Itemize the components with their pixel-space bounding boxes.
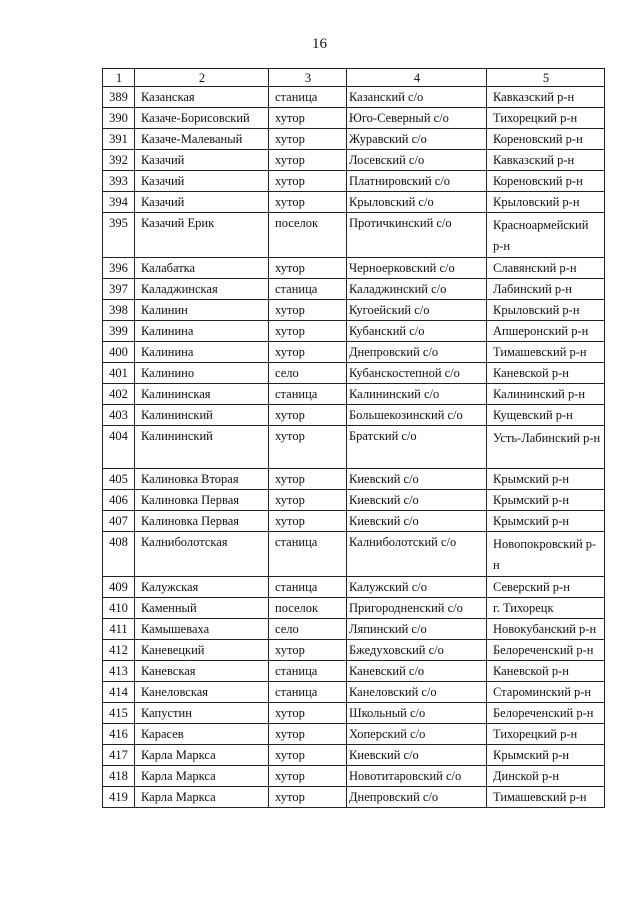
row-number-cell: 395 [103,213,135,258]
settlement-type-cell: хутор [269,426,347,469]
settlement-name-cell: Каневецкий [135,640,269,661]
settlement-name-cell: Карла Маркса [135,787,269,808]
rural-council-cell: Крыловский с/о [347,192,487,213]
rural-council-cell: Киевский с/о [347,469,487,490]
settlement-name-cell: Каменный [135,598,269,619]
row-number-cell: 389 [103,87,135,108]
settlement-type-cell: станица [269,532,347,577]
table-row [103,108,605,129]
district-cell: Крыловский р-н [487,300,605,321]
settlement-type-cell: хутор [269,258,347,279]
row-number-cell: 398 [103,300,135,321]
settlement-type-cell: хутор [269,787,347,808]
district-cell: Крымский р-н [487,745,605,766]
settlement-type-cell: хутор [269,321,347,342]
settlement-name-cell: Калиновка Первая [135,490,269,511]
rural-council-cell: Днепровский с/о [347,787,487,808]
row-number-cell: 396 [103,258,135,279]
settlement-name-cell: Карла Маркса [135,766,269,787]
settlement-name-cell: Калининская [135,384,269,405]
table-row [103,724,605,745]
settlement-name-cell: Калиновка Вторая [135,469,269,490]
settlement-type-cell: хутор [269,171,347,192]
settlement-name-cell: Казачий [135,192,269,213]
table-row [103,766,605,787]
row-number-cell: 391 [103,129,135,150]
district-cell: Калининский р-н [487,384,605,405]
table-row [103,511,605,532]
district-cell: Крымский р-н [487,511,605,532]
table-row [103,321,605,342]
rural-council-cell: Бжедуховский с/о [347,640,487,661]
rural-council-cell: Юго-Северный с/о [347,108,487,129]
row-number-cell: 392 [103,150,135,171]
settlement-type-cell: хутор [269,724,347,745]
row-number-cell: 400 [103,342,135,363]
row-number-cell: 417 [103,745,135,766]
table-row [103,703,605,724]
row-number-cell: 405 [103,469,135,490]
settlement-type-cell: хутор [269,469,347,490]
settlement-name-cell: Калинина [135,321,269,342]
table-row [103,342,605,363]
settlement-type-cell: хутор [269,766,347,787]
rural-council-cell: Кугоейский с/о [347,300,487,321]
district-cell: Кавказский р-н [487,87,605,108]
table-row [103,745,605,766]
settlement-type-cell: станица [269,87,347,108]
rural-council-cell: Новотитаровский с/о [347,766,487,787]
row-number-cell: 397 [103,279,135,300]
settlement-name-cell: Карасев [135,724,269,745]
district-cell: Тихорецкий р-н [487,108,605,129]
row-number-cell: 402 [103,384,135,405]
settlement-name-cell: Калабатка [135,258,269,279]
settlement-name-cell: Капустин [135,703,269,724]
rural-council-cell: Киевский с/о [347,745,487,766]
settlement-type-cell: поселок [269,213,347,258]
table-row [103,490,605,511]
table-row [103,279,605,300]
settlement-type-cell: село [269,363,347,384]
table-body [103,87,605,808]
settlement-name-cell: Казаче-Борисовский [135,108,269,129]
district-cell: Новопокровский р-н [487,532,605,577]
district-cell: Крыловский р-н [487,192,605,213]
settlement-name-cell: Канеловская [135,682,269,703]
table-header [103,69,605,87]
table-row [103,384,605,405]
district-cell: Динской р-н [487,766,605,787]
district-cell: Белореченский р-н [487,703,605,724]
rural-council-cell: Кубанский с/о [347,321,487,342]
district-cell: Северский р-н [487,577,605,598]
district-cell: г. Тихорецк [487,598,605,619]
row-number-cell: 390 [103,108,135,129]
settlement-type-cell: хутор [269,108,347,129]
rural-council-cell: Киевский с/о [347,511,487,532]
settlement-name-cell: Казачий [135,171,269,192]
row-number-cell: 414 [103,682,135,703]
rural-council-cell: Пригородненский с/о [347,598,487,619]
row-number-cell: 419 [103,787,135,808]
settlement-name-cell: Калужская [135,577,269,598]
row-number-cell: 418 [103,766,135,787]
table-row [103,426,605,469]
row-number-cell: 404 [103,426,135,469]
district-cell: Апшеронский р-н [487,321,605,342]
row-number-cell: 412 [103,640,135,661]
rural-council-cell: Каладжинский с/о [347,279,487,300]
header-col-3: 3 [269,69,347,87]
rural-council-cell: Киевский с/о [347,490,487,511]
table-row [103,532,605,577]
district-cell: Каневской р-н [487,363,605,384]
district-cell: Староминский р-н [487,682,605,703]
rural-council-cell: Калининский с/о [347,384,487,405]
district-cell: Тимашевский р-н [487,342,605,363]
rural-council-cell: Братский с/о [347,426,487,469]
table-row [103,87,605,108]
table-row [103,213,605,258]
row-number-cell: 407 [103,511,135,532]
district-cell: Тимашевский р-н [487,787,605,808]
row-number-cell: 410 [103,598,135,619]
table-row [103,192,605,213]
row-number-cell: 413 [103,661,135,682]
table-row [103,171,605,192]
settlement-type-cell: хутор [269,405,347,426]
district-cell: Усть-Лабинский р-н [487,426,605,469]
settlements-table [102,68,605,808]
table-row [103,129,605,150]
header-col-5: 5 [487,69,605,87]
settlement-type-cell: село [269,619,347,640]
rural-council-cell: Протичкинский с/о [347,213,487,258]
rural-council-cell: Журавский с/о [347,129,487,150]
district-cell: Тихорецкий р-н [487,724,605,745]
settlement-type-cell: хутор [269,300,347,321]
row-number-cell: 406 [103,490,135,511]
district-cell: Кущевский р-н [487,405,605,426]
settlement-name-cell: Калиновка Первая [135,511,269,532]
district-cell: Крымский р-н [487,469,605,490]
table-row [103,682,605,703]
page-number: 16 [312,36,327,52]
district-cell: Белореченский р-н [487,640,605,661]
settlement-name-cell: Калинино [135,363,269,384]
rural-council-cell: Кубанскостепной с/о [347,363,487,384]
row-number-cell: 415 [103,703,135,724]
table-row [103,405,605,426]
rural-council-cell: Канеловский с/о [347,682,487,703]
settlement-name-cell: Калининский [135,426,269,469]
table-row [103,577,605,598]
settlement-type-cell: хутор [269,745,347,766]
row-number-cell: 393 [103,171,135,192]
rural-council-cell: Днепровский с/о [347,342,487,363]
district-cell: Новокубанский р-н [487,619,605,640]
district-cell: Кореновский р-н [487,171,605,192]
rural-council-cell: Калниболотский с/о [347,532,487,577]
district-cell: Каневской р-н [487,661,605,682]
rural-council-cell: Хоперский с/о [347,724,487,745]
table-row [103,787,605,808]
settlement-type-cell: хутор [269,342,347,363]
table-row [103,300,605,321]
settlement-name-cell: Калинина [135,342,269,363]
header-col-1: 1 [103,69,135,87]
row-number-cell: 394 [103,192,135,213]
settlement-type-cell: станица [269,682,347,703]
row-number-cell: 399 [103,321,135,342]
table-row [103,619,605,640]
district-cell: Красноармейский р-н [487,213,605,258]
settlement-name-cell: Казанская [135,87,269,108]
table-row [103,598,605,619]
rural-council-cell: Школьный с/о [347,703,487,724]
district-cell: Крымский р-н [487,490,605,511]
settlement-name-cell: Карла Маркса [135,745,269,766]
rural-council-cell: Лосевский с/о [347,150,487,171]
settlement-name-cell: Камышеваха [135,619,269,640]
table-row [103,469,605,490]
header-col-4: 4 [347,69,487,87]
settlement-type-cell: поселок [269,598,347,619]
row-number-cell: 401 [103,363,135,384]
rural-council-cell: Ляпинский с/о [347,619,487,640]
settlement-name-cell: Казачий [135,150,269,171]
rural-council-cell: Черноерковский с/о [347,258,487,279]
district-cell: Кавказский р-н [487,150,605,171]
rural-council-cell: Большекозинский с/о [347,405,487,426]
rural-council-cell: Каневский с/о [347,661,487,682]
settlement-name-cell: Каневская [135,661,269,682]
settlement-type-cell: станица [269,577,347,598]
settlement-type-cell: хутор [269,490,347,511]
settlement-type-cell: станица [269,279,347,300]
row-number-cell: 409 [103,577,135,598]
table-row [103,258,605,279]
settlement-type-cell: хутор [269,703,347,724]
rural-council-cell: Платнировский с/о [347,171,487,192]
settlement-name-cell: Казачий Ерик [135,213,269,258]
district-cell: Лабинский р-н [487,279,605,300]
table-row [103,640,605,661]
header-col-2: 2 [135,69,269,87]
rural-council-cell: Казанский с/о [347,87,487,108]
header-row [103,69,605,87]
settlement-type-cell: хутор [269,192,347,213]
settlement-name-cell: Калининский [135,405,269,426]
settlement-name-cell: Калниболотская [135,532,269,577]
rural-council-cell: Калужский с/о [347,577,487,598]
settlement-type-cell: хутор [269,129,347,150]
table-row [103,150,605,171]
settlement-type-cell: хутор [269,640,347,661]
district-cell: Славянский р-н [487,258,605,279]
row-number-cell: 403 [103,405,135,426]
table-row [103,363,605,384]
settlement-name-cell: Казаче-Малеваный [135,129,269,150]
row-number-cell: 416 [103,724,135,745]
settlement-name-cell: Калинин [135,300,269,321]
district-cell: Кореновский р-н [487,129,605,150]
settlement-type-cell: станица [269,661,347,682]
table-row [103,661,605,682]
row-number-cell: 411 [103,619,135,640]
settlement-type-cell: станица [269,384,347,405]
settlement-name-cell: Каладжинская [135,279,269,300]
row-number-cell: 408 [103,532,135,577]
settlement-type-cell: хутор [269,511,347,532]
settlement-type-cell: хутор [269,150,347,171]
